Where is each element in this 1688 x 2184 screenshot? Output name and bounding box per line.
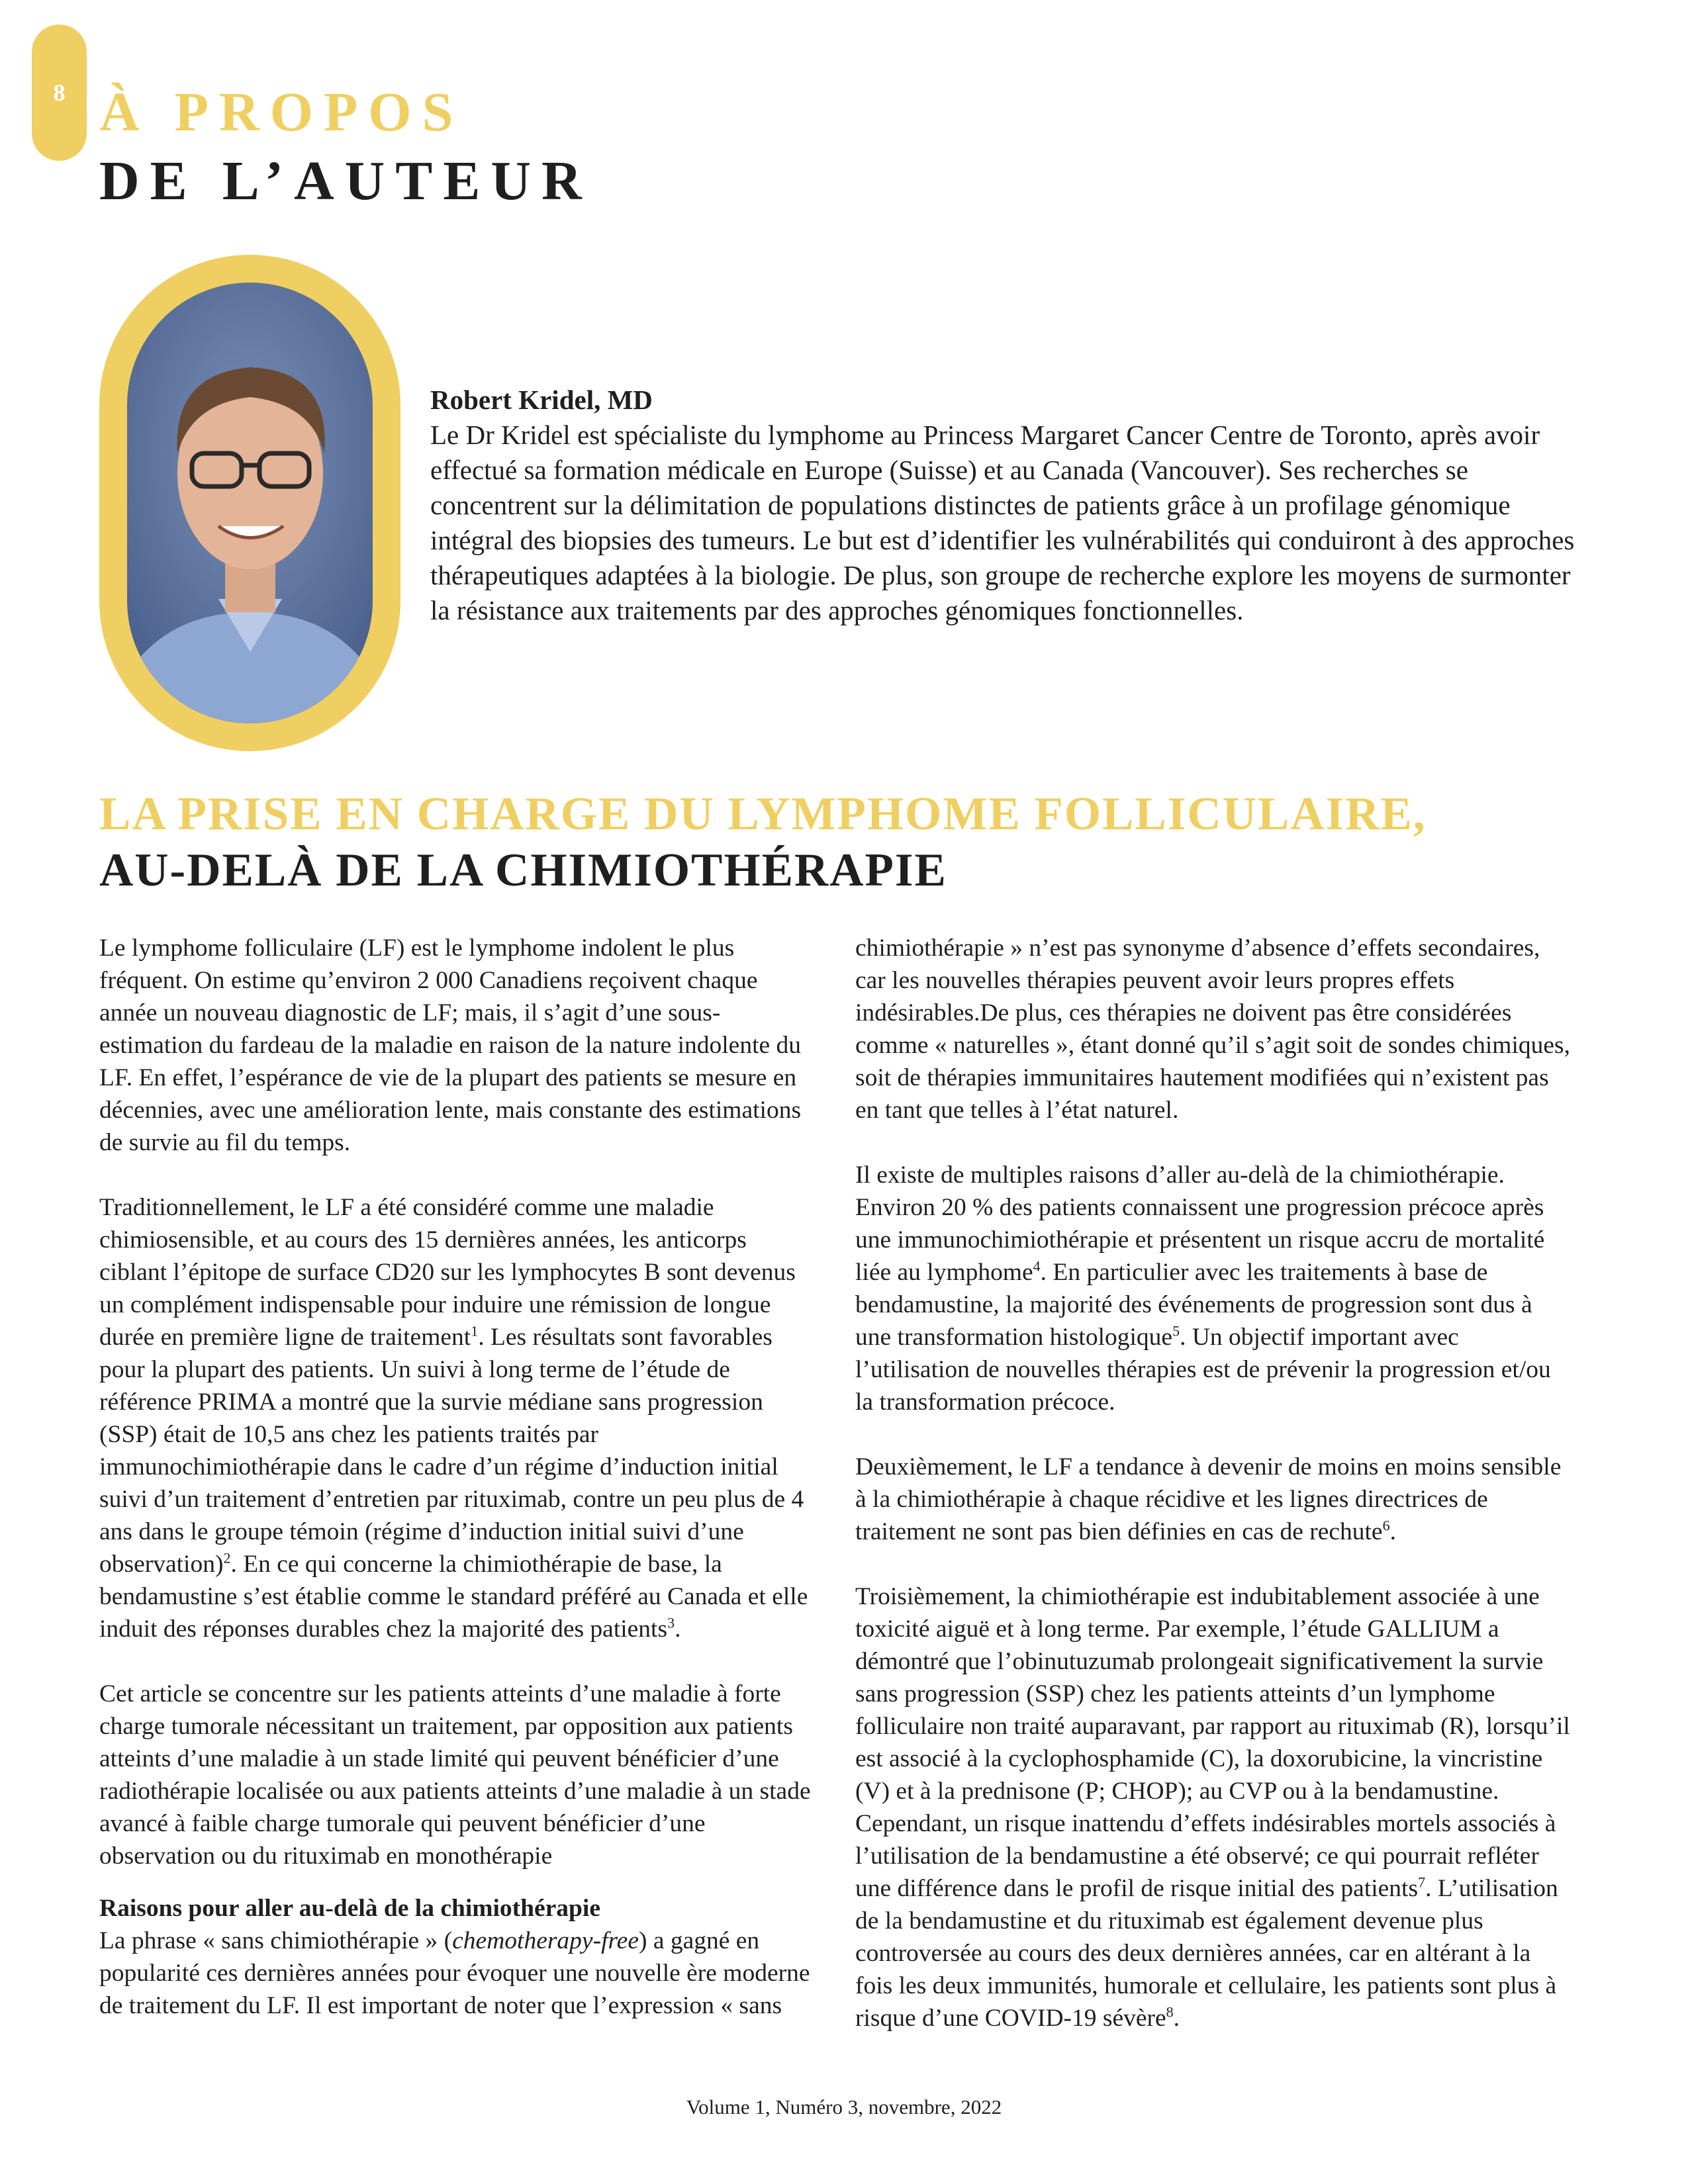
header-line1: À PROPOS [99, 81, 464, 143]
article-column-right [855, 932, 1570, 2067]
author-photo [99, 255, 400, 751]
text: . Un objectif important avec l’utilisation de nouvelles thérapies est de prévenir la progression et/ou la transformation précoce. [855, 1324, 1551, 1416]
text: Traditionnellement, le LF a été considéré comme une maladie chimiosensible, et au cours des 15 dernières années, les anticorps ciblant l’épitope de surface CD20 sur les lymphocytes B sont devenus un complément indispensable pour induire une rémission de longue durée en première ligne de traitement [99, 1194, 796, 1351]
footnote-ref: 1 [471, 1322, 479, 1340]
paragraph [855, 1580, 1570, 2034]
text: . En ce qui concerne la chimiothérapie de base, la bendamustine s’est établie comme le standard préféré au Canada et elle induit des réponses durables chez la majorité des patients [99, 1551, 808, 1643]
text: . En particulier avec les traitements à base de bendamustine, la majorité des événements de progression sont dus à une transformation histologique [855, 1259, 1532, 1351]
paragraph [855, 1159, 1570, 1418]
paragraph [99, 1191, 814, 1645]
header-line2: DE L’AUTEUR [99, 150, 592, 212]
author-name: Robert Kridel, MD [430, 385, 653, 415]
italic-term: chemotherapy-free [452, 1927, 639, 1954]
paragraph [99, 1925, 814, 2022]
page-number: 8 [53, 79, 66, 106]
footer: Volume 1, Numéro 3, novembre, 2022 [686, 2095, 1002, 2118]
page-number-badge [32, 24, 87, 161]
subheading: Raisons pour aller au-delà de la chimiothérapie [99, 1895, 600, 1922]
paragraph-continued: chimiothérapie » n’est pas synonyme d’absence d’effets secondaires, car les nouvelles thérapies peuvent avoir leurs propres effets indésirables.De plus, ces thérapies ne doivent pas être considérées comme « naturelles », étant donné qu’il s’agit soit de sondes chimiques, soit de thérapies immunitaires hautement modifiées qui n’existent pas en tant que telles à l’état naturel. [855, 934, 1570, 1124]
text: Troisièmement, la chimiothérapie est indubitablement associée à une toxicité aiguë et à long terme. Par exemple, l’étude GALLIUM a démontré que l’obinutuzumab prolongeait significativement la survie sans progression (SSP) chez les patients atteints d’un lymphome folliculaire non traité auparavant, par rapport au rituximab (R), lorsqu’il est associé à la cyclophosphamide (C), la doxorubicine, la vincristine (V) et à la prednisone (P; CHOP); au CVP ou à la bendamustine. Cependant, un risque inattendu d’effets indésirables mortels associés à l’utilisation de la bendamustine a été observé; ce qui pourrait refléter une différence dans le profil de risque initial des patients [855, 1583, 1570, 1902]
text: . Les résultats sont favorables pour la plupart des patients. Un suivi à long terme de l’étude de référence PRIMA a montré que la survie médiane sans progression (SSP) était de 10,5 ans chez les patients traités par immunochimiothérapie dans le cadre d’un régime d’induction initial suivi d’un traitement d’entretien par rituximab, contre un peu plus de 4 ans dans le groupe témoin (régime d’induction initial suivi d’une observation) [99, 1324, 804, 1578]
text: ) a gagné en popularité ces dernières années pour évoquer une nouvelle ère moderne de traitement du LF. Il est important de noter que l’expression « sans [99, 1927, 810, 2019]
text: Il existe de multiples raisons d’aller au-delà de la chimiothérapie. Environ 20 % des patients connaissent une progression précoce après une immunochimiothérapie et présentent un risque accru de mortalité liée au lymphome [855, 1161, 1545, 1286]
text: . [1173, 2005, 1180, 2032]
footnote-ref: 8 [1166, 2003, 1174, 2021]
article-title-line2: AU-DELÀ DE LA CHIMIOTHÉRAPIE [99, 844, 947, 896]
footnote-ref: 2 [223, 1549, 231, 1567]
article-column-left [99, 932, 814, 2054]
footnote-ref: 5 [1172, 1322, 1180, 1340]
footnote-ref: 7 [1418, 1874, 1426, 1891]
footnote-ref: 4 [1033, 1257, 1041, 1275]
author-bio [430, 383, 1575, 628]
footnote-ref: 3 [667, 1614, 675, 1631]
text: . L’utilisation de la bendamustine et du rituximab est également devenue plus controversée au cours des deux dernières années, car en altérant à la fois les deux immunités, humorale et cellulaire, les patients sont plus à risque d’une COVID-19 sévère [855, 1875, 1558, 2032]
text: La phrase « sans chimiothérapie » ( [99, 1927, 453, 1954]
text: . [1389, 1518, 1396, 1545]
paragraph: Cet article se concentre sur les patients atteints d’une maladie à forte charge tumorale nécessitant un traitement, par opposition aux patients atteints d’une maladie à un stade limité qui peuvent bénéficier d’une radiothérapie localisée ou aux patients atteints d’une maladie à un stade avancé à faible charge tumorale qui peuvent bénéficier d’une observation ou du rituximab en monothérapie [99, 1680, 811, 1870]
article-title-line1: LA PRISE EN CHARGE DU LYMPHOME FOLLICULAIRE, [99, 788, 1427, 840]
paragraph [855, 1451, 1570, 1548]
paragraph: Le lymphome folliculaire (LF) est le lymphome indolent le plus fréquent. On estime qu’environ 2 000 Canadiens reçoivent chaque année un nouveau diagnostic de LF; mais, il s’agit d’une sous-estimation du fardeau de la maladie en raison de la nature indolente du LF. En effet, l’espérance de vie de la plupart des patients se mesure en décennies, avec une amélioration lente, mais constante des estimations de survie au fil du temps. [99, 934, 802, 1156]
footnote-ref: 6 [1382, 1517, 1390, 1534]
text: Deuxièmement, le LF a tendance à devenir de moins en moins sensible à la chimiothérapie à chaque récidive et les lignes directrices de traitement ne sont pas bien définies en cas de rechute [855, 1453, 1562, 1545]
text: . [675, 1615, 681, 1643]
author-bio-text: Le Dr Kridel est spécialiste du lymphome au Princess Margaret Cancer Centre de Toronto, après avoir effectué sa formation médicale en Europe (Suisse) et au Canada (Vancouver). Ses recherches se concentrent sur la délimitation de populations distinctes de patients grâce à un profilage génomique intégral des biopsies des tumeurs. Le but est d’identifier les vulnérabilités qui conduiront à des approches thérapeutiques adaptées à la biologie. De plus, son groupe de recherche explore les moyens de surmonter la résistance aux traitements par des approches génomiques fonctionnelles. [430, 420, 1575, 625]
